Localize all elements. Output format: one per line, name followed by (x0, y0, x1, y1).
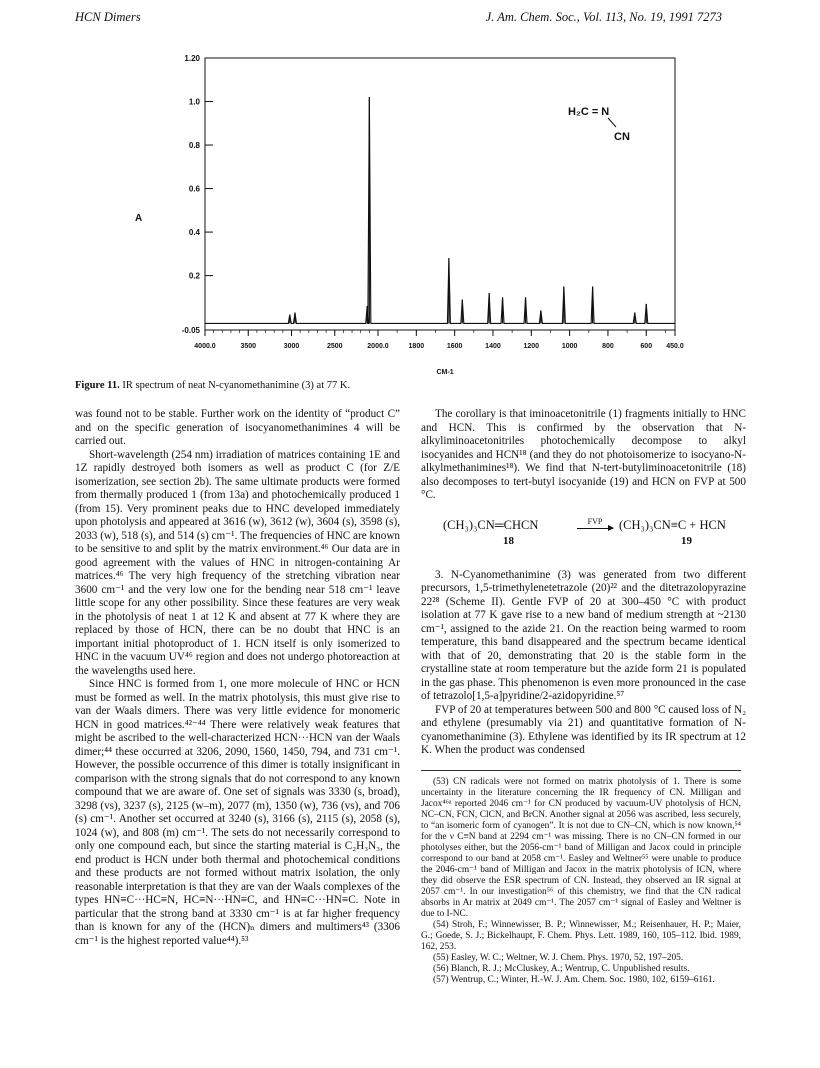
ir-spectrum-chart (130, 48, 720, 378)
figure-caption-label: Figure 11. (75, 380, 120, 391)
scheme-arrow-label: FVP (587, 516, 603, 526)
y-tick-label: 0.2 (188, 271, 200, 281)
arrow-line (577, 528, 613, 529)
footnote: (56) Blanch, R. J.; McCluskey, A.; Wentrup, C. Unpublished results. (433, 963, 690, 974)
x-tick-label: 4000.0 (194, 343, 216, 350)
left-column (75, 408, 400, 948)
spectrum-trace (205, 97, 675, 323)
ir-spectrum-figure (130, 48, 720, 383)
paragraph: 3. N-Cyanomethanimine (3) was generated from two different precursors, 1,5-trimethylenetetrazole (20)²² and the ditetrazolopyrazine 22²⁸ (Scheme II). Gentle FVP of 20 at 300–450 °C with product isolation at 77 K gave rise to a new band of medium strength at ~2130 cm⁻¹, assigned to the azide 21. On the reaction being warmed to room temperature, this band disappeared and the spectrum became identical with that of 20, demonstrating that 20 is the stable form in the crystalline state at room temperature but the azide form 21 is populated in the gas phase. This phenomenon is even more pronounced in the case of tetrazolo[1,5-a]pyridine/2-azidopyridine.⁵⁷ (421, 568, 746, 702)
running-header (75, 10, 722, 30)
x-tick-label: 1400 (485, 343, 501, 350)
footnote: (57) Wentrup, C.; Winter, H.-W. J. Am. Chem. Soc. 1980, 102, 6159–6161. (433, 974, 715, 985)
x-tick-label: 3500 (240, 343, 257, 350)
x-tick-label: 2500 (326, 343, 343, 350)
y-tick-label: 1.20 (184, 54, 200, 63)
y-axis-label: A (135, 213, 143, 225)
x-tick-label: 1800 (408, 343, 425, 350)
paragraph: was found not to be stable. Further work on the identity of “product C” and on the specific generation of isocyanomethanimines 4 will be carried out. (75, 408, 400, 447)
x-tick-label: 1000 (561, 343, 578, 350)
compound-number: 19 (681, 534, 692, 547)
figure-caption-text: IR spectrum of neat N-cyanomethanimine (3) at 77 K. (122, 380, 351, 391)
x-tick-label: 1600 (446, 343, 463, 350)
x-tick-label: 2000.0 (367, 343, 389, 350)
x-tick-label: 800 (602, 343, 614, 350)
compound-number: 18 (503, 534, 514, 547)
footnotes (421, 770, 741, 986)
x-axis-label: CM-1 (436, 369, 454, 376)
x-tick-label: 1200 (523, 343, 540, 350)
y-tick-label: 0.8 (188, 141, 200, 151)
y-tick-label: 0.6 (188, 184, 200, 194)
plot-frame (205, 58, 675, 330)
reaction-scheme (421, 511, 746, 557)
x-tick-label: 3000 (283, 343, 300, 350)
figure-caption (75, 380, 725, 391)
paragraph: Short-wavelength (254 nm) irradiation of matrices containing 1E and 1Z rapidly destroyed both isomers as well as product C (for Z/E isomerization, see section 2b). The same ultimate products were formed from thermally produced 1 (from 13a) and photochemically produced 1 (from 15). Very prominent peaks due to HNC developed immediately upon photolysis and appeared at 3616 (w), 3612 (w), 3604 (s), 3598 (s), 2033 (w), 518 (s), and 514 (s) cm⁻¹. The frequencies of HNC are known to be sensitive to and split by the matrix environment.⁴⁶ Our data are in good agreement with the values of HNC in nitrogen-containing Ar matrices.⁴⁶ The very high frequency of the stretching vibration near 3600 cm⁻¹ and the very low one for the bending near 518 cm⁻¹ leave little scope for any other possibility. Since these features are very weak in the photolysis of neat 1 at 12 K and absent at 77 K where they are replaced by those of HCN, there can be no doubt that HNC is an important initial photoproduct of 1. HCN itself is only isomerized to HNC in the vacuum UV⁴⁶ region and does not undergo photoreaction at the wavelengths used here. (75, 448, 400, 677)
running-header-journal: J. Am. Chem. Soc., Vol. 113, No. 19, 1991 7273 (485, 10, 722, 24)
running-header-title: HCN Dimers (75, 10, 141, 24)
y-tick-label: 0.4 (188, 228, 200, 238)
footnote: (55) Easley, W. C.; Weltner, W. J. Chem. Phys. 1970, 52, 197–205. (433, 952, 684, 963)
inset-structure-line1: H₂C = N (568, 106, 610, 118)
right-column (421, 408, 746, 986)
footnote: (54) Stroh, F.; Winnewisser, B. P.; Winnewisser, M.; Reisenhauer, H. P.; Maier, G.; Goede, S. J.; Bickelhaupt, F. Chem. Phys. Lett. 1989, 160, 105–112. Ibid. 1989, 162, 253. (421, 919, 741, 952)
y-tick-label: -0.05 (181, 326, 200, 335)
y-tick-label: 1.0 (188, 97, 200, 107)
x-tick-label: 600 (640, 343, 653, 350)
footnote: (53) CN radicals were not formed on matrix photolysis of 1. There is some uncertainty in the literature concerning the IR frequency of CN. Milligan and Jacox⁴⁶ᵃ reported 2046 cm⁻¹ for CN produced by vacuum-UV photolysis of HCN, NC–CN, FCN, ClCN, and BrCN. Another signal at 2056 was ascribed, less securely, to “an isomeric form of cyanogen”. It is not due to CN–CN, which is now known,⁵⁴ for the ν C≡N band at 2294 cm⁻¹ was missing. There is no CN–CN formed in our photolyses either, but the 2056-cm⁻¹ band of Milligan and Jacox could in principle correspond to our band at 2058 cm⁻¹. Easley and Weltner⁵⁵ were unable to produce the 2046-cm⁻¹ band of Milligan and Jacox in the matrix photolysis of ICN, where they did observe the ESR spectrum of CN. Instead, they observed an IR signal at 2057 cm⁻¹. In our investigation⁵⁶ of this chemistry, we find that the CN radical absorbs in Ar matrix at 2049 cm⁻¹. The 2057 cm⁻¹ signal of Easley and Weltner is due to I-NC. (421, 776, 741, 919)
x-tick-label: 450.0 (666, 343, 684, 350)
paragraph: The corollary is that iminoacetonitrile (1) fragments initially to HNC and HCN. This is confirmed by the observation that N-alkyliminoacetonitriles photochemically decompose to alkyl isocyanides and HCN¹⁸ (and they do not photoisomerize to isocyano-N-alkylmethanimines¹⁸). We find that N-tert-butyliminoacetonitrile (18) also decomposes to tert-butyl isocyanide (19) and HCN on FVP at 500 °C. (421, 408, 746, 501)
paragraph: FVP of 20 at temperatures between 500 and 800 °C caused loss of N₂ and ethylene (presumably via 21) and quantitative formation of N-cyanomethanimine (3). Ethylene was identified by its IR spectrum at 12 K. When the product was condensed (421, 703, 746, 756)
scheme-product: (CH₃)₃CN≡C + HCN (619, 517, 726, 532)
scheme-arrow (577, 515, 613, 529)
paragraph: Since HNC is formed from 1, one more molecule of HNC or HCN must be formed as well. In the matrix photolysis, this must give rise to van der Waals dimers. There was very little evidence for monomeric HCN in good matrices.⁴²⁻⁴⁴ There were relatively weak features that might be ascribed to the well-characterized HCN···HCN van der Waals dimer;⁴⁴ these occurred at 3206, 2090, 1560, 1450, 794, and 731 cm⁻¹. However, the possible occurrence of this dimer is totally insignificant in comparison with the strong signals that do not correspond to any known compound that we are aware of. One set of signals was 3330 (s, broad), 3298 (vs), 3237 (s), 2125 (w–m), 2077 (m), 1350 (w), 736 (vs), and 706 (s) cm⁻¹. Another set occurred at 3240 (s), 3166 (s), 2115 (s), 2058 (s), 1024 (w), and 808 (m) cm⁻¹. The sets do not necessarily correspond to only one compound each, but since the starting material is C₂H₃N₃, the end product is HCN under both thermal and photochemical conditions and these products are not formed without matrix isolation, the only reasonable interpretation is that they are van der Waals complexes of the types HN≡C···HC≡N, HC≡N···HN≡C, and HN≡C···HN≡C. Note in particular that the strong band at 3330 cm⁻¹ is at far higher frequency than is known for any of the (HCN)ₙ dimers and multimers⁴³ (3306 cm⁻¹ is the highest reported value⁴⁴).⁵³ (75, 678, 400, 947)
inset-bond (608, 118, 616, 127)
scheme-reactant: (CH₃)₃CN═CHCN (443, 517, 539, 532)
inset-structure-line2: CN (614, 131, 630, 143)
